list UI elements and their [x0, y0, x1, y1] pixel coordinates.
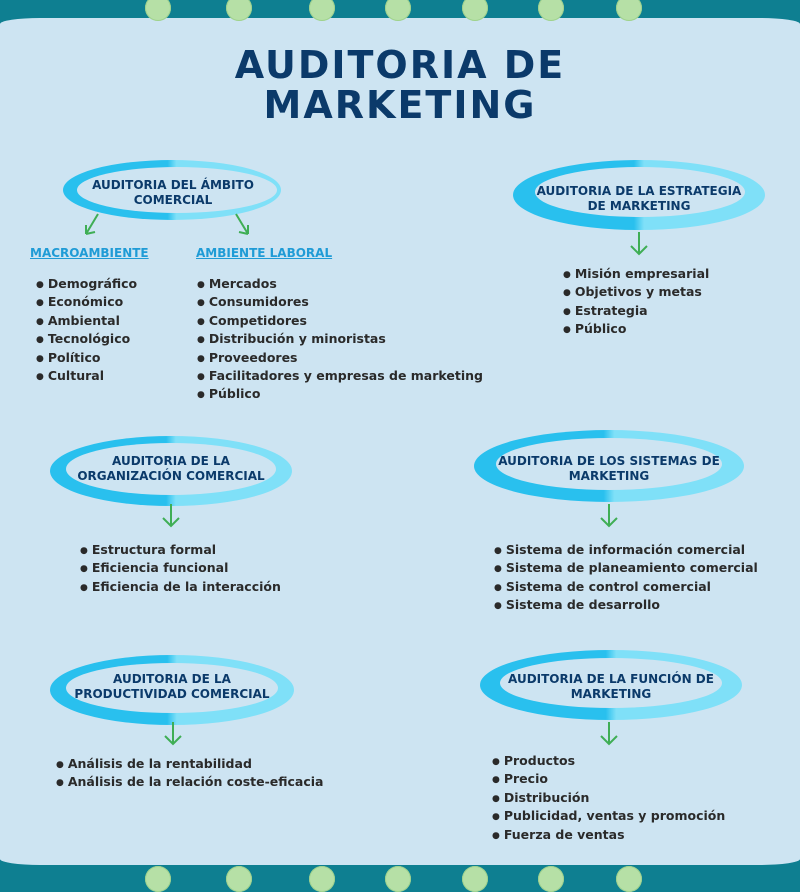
decor-dot [309, 0, 335, 21]
arrow-down-icon [160, 502, 182, 530]
productividad-item: ● Análisis de la rentabilidad [56, 756, 324, 774]
bottom-dot-border [0, 866, 800, 890]
macro-item: ● Económico [36, 294, 137, 312]
decor-dot [462, 0, 488, 21]
laboral-item: ● Público [197, 386, 483, 404]
funcion-item: ● Fuerza de ventas [492, 827, 725, 845]
title-line-1: AUDITORIA DE [234, 43, 566, 87]
laboral-item: ● Distribución y minoristas [197, 331, 483, 349]
decor-dot [145, 0, 171, 21]
arrow-down-left-icon [80, 212, 104, 238]
funcion-item: ● Distribución [492, 790, 725, 808]
funcion-item: ● Precio [492, 771, 725, 789]
funcion-list [492, 753, 725, 845]
decor-dot [145, 866, 171, 892]
decor-dot [385, 866, 411, 892]
node-ambito-label: AUDITORIA DEL ÁMBITO COMERCIAL [92, 178, 254, 207]
productividad-list [56, 756, 324, 793]
decor-dot [385, 0, 411, 21]
laboral-item: ● Consumidores [197, 294, 483, 312]
decor-dot [226, 0, 252, 21]
node-sistemas-label: AUDITORIA DE LOS SISTEMAS DE MARKETING [498, 454, 720, 483]
laboral-item: ● Mercados [197, 276, 483, 294]
laboral-item: ● Competidores [197, 313, 483, 331]
laboral-item: ● Facilitadores y empresas de marketing [197, 368, 483, 386]
decor-dot [538, 0, 564, 21]
estrategia-item: ● Estrategia [563, 303, 709, 321]
node-productividad-label: AUDITORIA DE LA PRODUCTIVIDAD COMERCIAL [74, 672, 270, 701]
macro-item: ● Ambiental [36, 313, 137, 331]
productividad-item: ● Análisis de la relación coste-eficacia [56, 774, 324, 792]
sistemas-item: ● Sistema de planeamiento comercial [494, 560, 758, 578]
macroambiente-list [36, 276, 137, 386]
estrategia-item: ● Objetivos y metas [563, 284, 709, 302]
ambiente-laboral-heading: AMBIENTE LABORAL [196, 246, 333, 260]
laboral-item: ● Proveedores [197, 350, 483, 368]
macro-item: ● Cultural [36, 368, 137, 386]
decor-dot [538, 866, 564, 892]
macro-item: ● Tecnológico [36, 331, 137, 349]
decor-dot [462, 866, 488, 892]
estrategia-list [563, 266, 709, 340]
sistemas-item: ● Sistema de desarrollo [494, 597, 758, 615]
decor-dot [616, 866, 642, 892]
arrow-down-icon [162, 720, 184, 748]
sistemas-item: ● Sistema de información comercial [494, 542, 758, 560]
top-dot-border [0, 0, 800, 19]
funcion-item: ● Publicidad, ventas y promoción [492, 808, 725, 826]
ambiente-laboral-list [197, 276, 483, 405]
sistemas-list [494, 542, 758, 616]
organizacion-item: ● Estructura formal [80, 542, 281, 560]
decor-dot [226, 866, 252, 892]
arrow-down-icon [598, 502, 620, 530]
title-line-2: MARKETING [263, 83, 537, 127]
arrow-down-icon [628, 230, 650, 258]
funcion-item: ● Productos [492, 753, 725, 771]
macro-item: ● Político [36, 350, 137, 368]
estrategia-item: ● Misión empresarial [563, 266, 709, 284]
node-estrategia-label: AUDITORIA DE LA ESTRATEGIA DE MARKETING [536, 184, 742, 213]
macro-item: ● Demográfico [36, 276, 137, 294]
estrategia-item: ● Público [563, 321, 709, 339]
arrow-down-icon [598, 720, 620, 748]
sistemas-item: ● Sistema de control comercial [494, 579, 758, 597]
decor-dot [616, 0, 642, 21]
page-title [0, 45, 800, 125]
organizacion-list [80, 542, 281, 597]
arrow-down-right-icon [232, 212, 256, 238]
node-funcion-label: AUDITORIA DE LA FUNCIÓN DE MARKETING [508, 672, 714, 701]
organizacion-item: ● Eficiencia funcional [80, 560, 281, 578]
organizacion-item: ● Eficiencia de la interacción [80, 579, 281, 597]
decor-dot [309, 866, 335, 892]
node-organizacion-label: AUDITORIA DE LA ORGANIZACIÓN COMERCIAL [77, 454, 265, 483]
macroambiente-heading: MACROAMBIENTE [30, 246, 149, 260]
